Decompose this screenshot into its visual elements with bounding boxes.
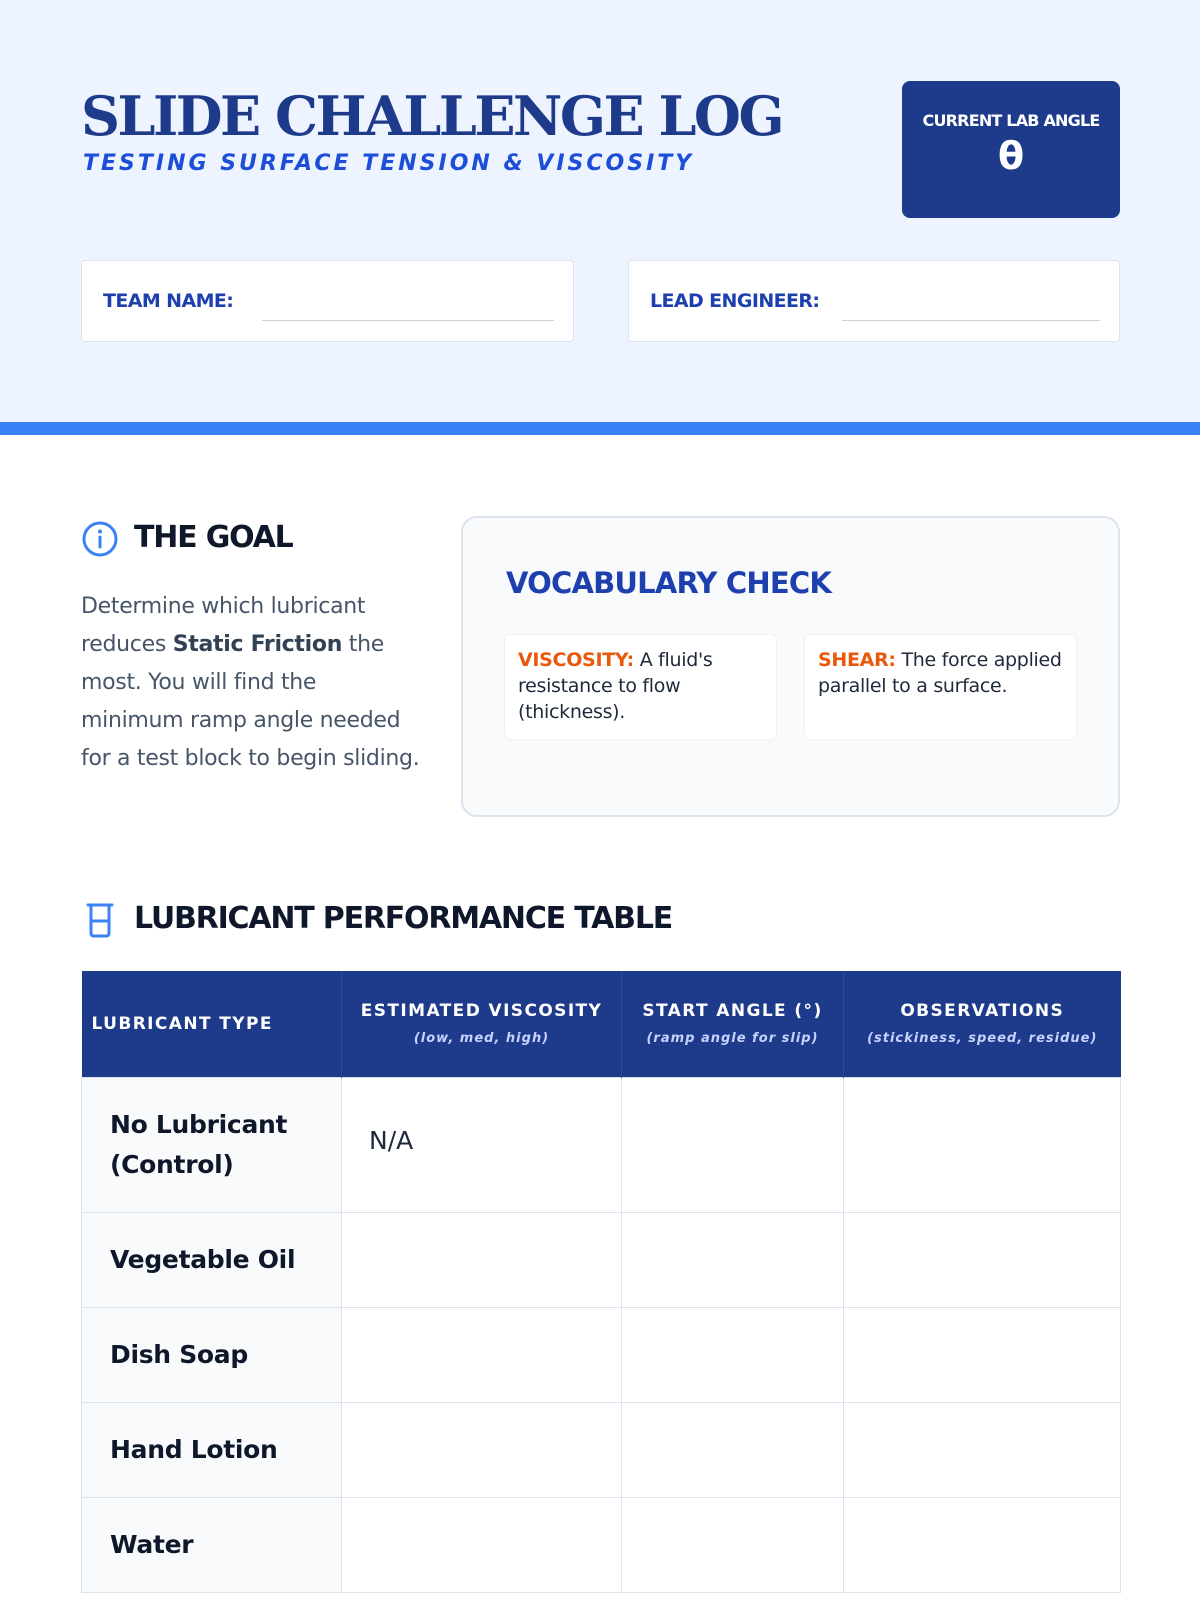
- team-name-field[interactable]: [81, 260, 574, 342]
- viscosity-cell[interactable]: [342, 1307, 622, 1402]
- vocab-definition: The force applied parallel to a surface.: [818, 649, 1062, 697]
- lab-angle-value: θ: [997, 134, 1025, 178]
- column-header-hint: (ramp angle for slip): [646, 1031, 819, 1047]
- viscosity-cell[interactable]: [342, 1497, 622, 1592]
- column-header-hint: (stickiness, speed, residue): [867, 1031, 1098, 1047]
- start-angle-cell[interactable]: [622, 1307, 844, 1402]
- start-angle-cell[interactable]: [622, 1497, 844, 1592]
- vocab-item-viscosity: [504, 634, 777, 740]
- start-angle-cell[interactable]: [622, 1212, 844, 1307]
- vocab-item-shear: [804, 634, 1077, 740]
- goal-text-emphasis: Static Friction: [172, 632, 343, 657]
- lubricant-performance-table: [81, 971, 1121, 1593]
- vocab-definition: A fluid's resistance to flow (thickness).: [518, 649, 713, 723]
- lead-engineer-field[interactable]: [628, 260, 1120, 342]
- observations-cell[interactable]: [844, 1497, 1121, 1592]
- goal-description: [81, 588, 421, 778]
- goal-heading: THE GOAL: [134, 520, 293, 555]
- page-subtitle: TESTING SURFACE TENSION & VISCOSITY: [83, 151, 695, 176]
- table-row: [82, 1402, 1121, 1497]
- vocab-term: VISCOSITY:: [518, 649, 634, 671]
- observations-cell[interactable]: [844, 1212, 1121, 1307]
- info-icon: [81, 520, 119, 558]
- start-angle-cell[interactable]: [622, 1402, 844, 1497]
- goal-text-end: the most. You will find the minimum ramp angle needed for a test block to begin sliding.: [81, 632, 420, 771]
- start-angle-cell[interactable]: [622, 1077, 844, 1212]
- lead-engineer-label: LEAD ENGINEER:: [650, 290, 820, 312]
- lab-angle-label: CURRENT LAB ANGLE: [922, 111, 1100, 130]
- lubricant-type-cell: Dish Soap: [82, 1307, 342, 1402]
- lubricant-type-cell: Hand Lotion: [82, 1402, 342, 1497]
- column-header-label: START ANGLE (°): [642, 1001, 823, 1022]
- lubricant-type-cell: Vegetable Oil: [82, 1212, 342, 1307]
- lubricant-type-cell: No Lubricant (Control): [82, 1077, 342, 1212]
- viscosity-cell[interactable]: [342, 1212, 622, 1307]
- team-name-line[interactable]: [262, 320, 554, 321]
- column-header-hint: (low, med, high): [413, 1031, 550, 1047]
- column-header-viscosity: [342, 971, 622, 1077]
- vocab-term: SHEAR:: [818, 649, 896, 671]
- observations-cell[interactable]: [844, 1077, 1121, 1212]
- lab-angle-badge: [902, 81, 1120, 218]
- table-header-row: [82, 971, 1121, 1077]
- column-header-start-angle: [622, 971, 844, 1077]
- column-header-lubricant-type: [82, 971, 342, 1077]
- beaker-icon: [85, 903, 115, 939]
- team-name-label: TEAM NAME:: [103, 290, 234, 312]
- column-header-label: ESTIMATED VISCOSITY: [360, 1001, 603, 1022]
- observations-cell[interactable]: [844, 1402, 1121, 1497]
- column-header-label: OBSERVATIONS: [900, 1001, 1065, 1022]
- viscosity-cell[interactable]: [342, 1402, 622, 1497]
- goal-text-start: Determine which lubricant reduces: [81, 594, 366, 657]
- lead-engineer-line[interactable]: [842, 320, 1100, 321]
- header-divider: [0, 422, 1200, 435]
- vocabulary-heading: VOCABULARY CHECK: [506, 566, 832, 600]
- column-header-observations: [844, 971, 1121, 1077]
- table-heading: LUBRICANT PERFORMANCE TABLE: [134, 901, 673, 936]
- viscosity-cell[interactable]: N/A: [342, 1077, 622, 1212]
- column-header-label: LUBRICANT TYPE: [91, 1013, 273, 1034]
- observations-cell[interactable]: [844, 1307, 1121, 1402]
- table-row: [82, 1307, 1121, 1402]
- vocabulary-card: [461, 516, 1120, 817]
- page-title: SLIDE CHALLENGE LOG: [81, 84, 783, 148]
- header-band: [0, 0, 1200, 422]
- lubricant-type-cell: Water: [82, 1497, 342, 1592]
- table-row: [82, 1077, 1121, 1212]
- table-row: [82, 1497, 1121, 1592]
- table-row: [82, 1212, 1121, 1307]
